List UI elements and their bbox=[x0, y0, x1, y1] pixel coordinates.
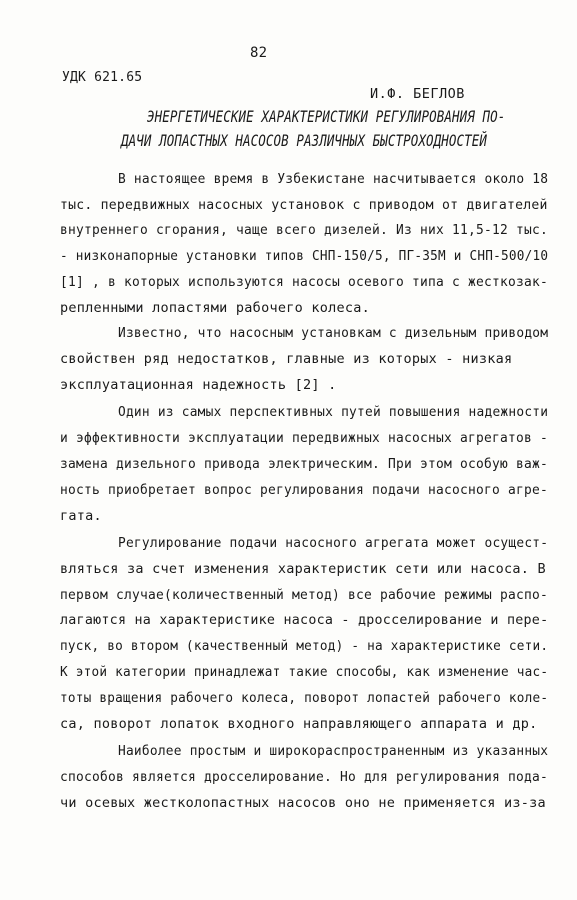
page-number: 82 bbox=[250, 45, 268, 61]
body-line: внутреннего сгорания, чаще всего дизелей. Из них 11,5-12 тыс. bbox=[60, 222, 549, 238]
body-line: са, поворот лопаток входного направляющего аппарата и др. bbox=[60, 716, 538, 732]
body-line: [1] , в которых используются насосы осевого типа с жесткозак- bbox=[60, 274, 549, 290]
body-line: лагаются на характеристике насоса - дросселирование и пере- bbox=[60, 612, 549, 628]
body-line: вляться за счет изменения характеристик сети или насоса. В bbox=[60, 561, 546, 577]
body-line: способов является дросселирование. Но для регулирования пода- bbox=[60, 769, 549, 785]
body-line: репленными лопастями рабочего колеса. bbox=[60, 300, 370, 316]
body-line: В настоящее время в Узбекистане насчитывается около 18 bbox=[118, 171, 549, 187]
body-line: эксплуатационная надежность [2] . bbox=[60, 377, 337, 393]
body-line: свойствен ряд недостатков, главные из которых - низкая bbox=[60, 351, 513, 367]
body-line: Регулирование подачи насосного агрегата может осущест- bbox=[118, 535, 549, 551]
body-line: Известно, что насосным установкам с дизельным приводом bbox=[118, 325, 549, 341]
title-line-2: ДАЧИ ЛОПАСТНЫХ НАСОСОВ РАЗЛИЧНЫХ БЫСТРОХОДНОСТЕЙ bbox=[121, 131, 488, 150]
body-line: чи осевых жестколопастных насосов оно не применяется из-за bbox=[60, 795, 546, 811]
body-line: пуск, во втором (качественный метод) - на характеристике сети. bbox=[60, 638, 549, 654]
body-line: Наиболее простым и широкораспространенным из указанных bbox=[118, 743, 549, 759]
udk-code: УДК 621.65 bbox=[62, 70, 143, 85]
body-line: тыс. передвижных насосных установок с приводом от двигателей bbox=[60, 197, 548, 213]
body-line: тоты вращения рабочего колеса, поворот лопастей рабочего коле- bbox=[60, 690, 549, 706]
body-line: замена дизельного привода электрическим. При этом особую важ- bbox=[60, 456, 549, 472]
body-line: - низконапорные установки типов СНП-150/5, ПГ-35М и СНП-500/10 bbox=[60, 248, 549, 264]
body-line: ность приобретает вопрос регулирования подачи насосного агре- bbox=[60, 482, 549, 498]
body-line: Один из самых перспективных путей повышения надежности bbox=[118, 404, 549, 420]
body-line: первом случае(количественный метод) все рабочие режимы распо- bbox=[60, 587, 549, 603]
body-line: гата. bbox=[60, 508, 102, 524]
body-line: и эффективности эксплуатации передвижных насосных агрегатов - bbox=[60, 430, 549, 446]
body-line: К этой категории принадлежат такие способы, как изменение час- bbox=[60, 664, 549, 680]
title-line-1: ЭНЕРГЕТИЧЕСКИЕ ХАРАКТЕРИСТИКИ РЕГУЛИРОВАНИЯ ПО- bbox=[147, 107, 506, 126]
author-name: И.Ф. БЕГЛОВ bbox=[370, 86, 465, 102]
